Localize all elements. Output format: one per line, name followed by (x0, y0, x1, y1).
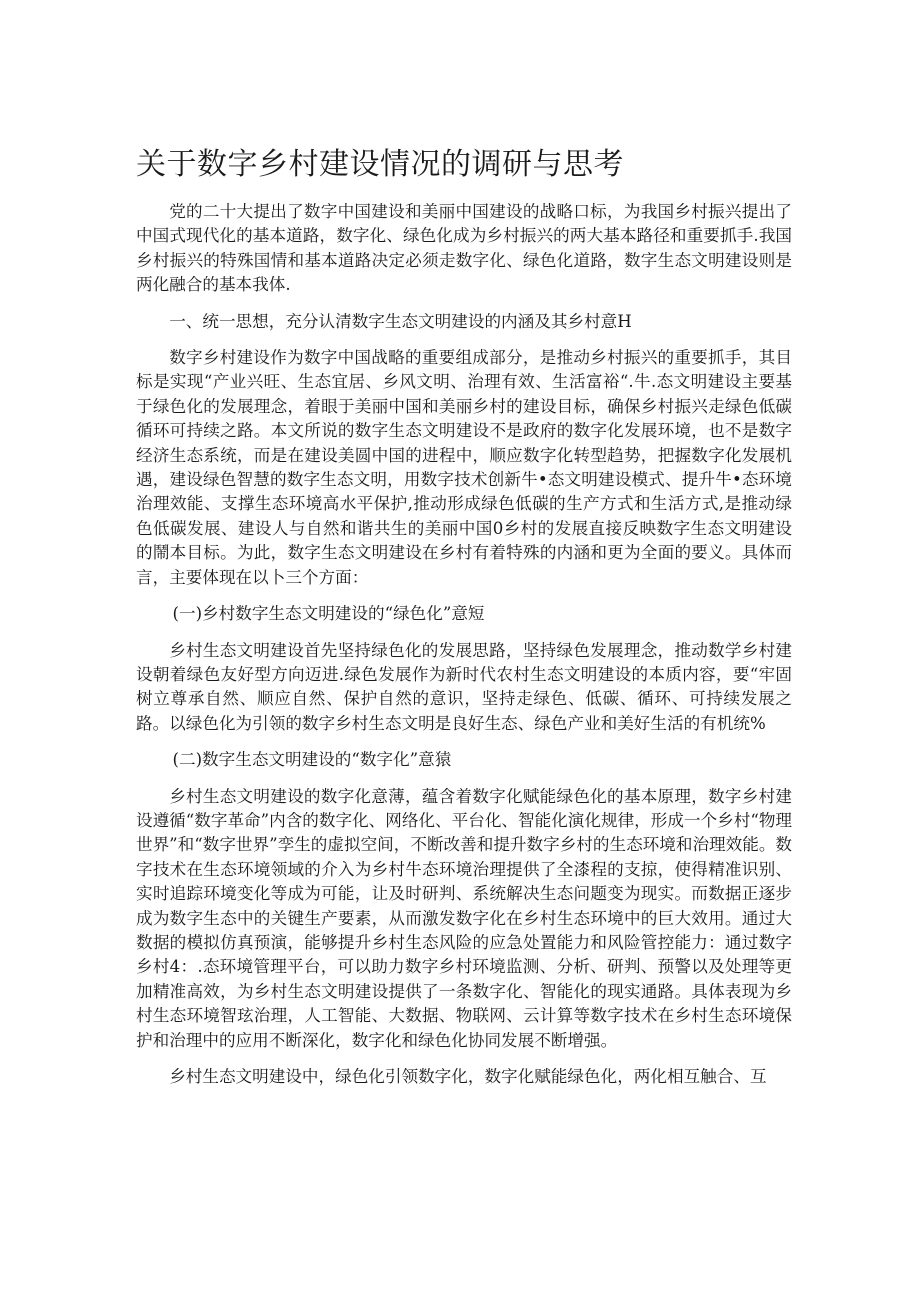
paragraph-intro: 党的二十大提出了数字中国建设和美丽中国建设的战略口标，为我国乡村振兴提出了中国式现代化的基本道路，数字化、绿色化成为乡村振兴的两大基本路径和重要抓手.我国乡村振兴的特殊国情和基本道路决定必须走数字化、绿色化道路，数字生态文明建设则是两化融合的基本我体. (136, 202, 792, 295)
document-title: 关于数字乡村建设情况的调研与思考 (136, 147, 624, 182)
paragraph-continuation: 乡村生态文明建设中，绿色化引领数字化，数字化赋能绿色化，两化相互触合、互 (169, 1067, 767, 1086)
paragraph-green: 乡村生态文明建设首先坚持绿色化的发展思路，坚持绿色发展理念，推动数学乡村建设朝着绿色友好型方向迈进.绿色发展作为新时代农村生态文明建设的本质内容，要“牢固树立尊承自然、顺应自然、保护自然的意识，坚持走绿色、低碳、循环、可持续发展之路。以绿色化为引领的数字乡村生态文明是良好生态、绿色产业和美好生活的有机统% (136, 640, 792, 733)
document-body (136, 200, 792, 1101)
section-heading-1: 一、统一思想，充分认清数字生态文明建设的内涵及其乡村意H (169, 311, 632, 331)
paragraph-digital: 乡村生态文明建设的数字化意薄，蕴含着数字化赋能绿色化的基本原理，数字乡村建设遵循“数字革命”内含的数字化、网络化、平台化、智能化演化规律，形成一个乡村“物理世界”和“数字世界”孪生的虚拟空间，不断改善和提升数字乡村的生态环境和治理效能。数字技术在生态环境领域的介入为乡村牛态环境治理提供了全漆程的支掠，使得精准识别、实时追踪环境变化等成为可能，让及时研判、系统解决生态问题变为现实。而数据正逐步成为数字生态中的关键生产要素，从而激发数字化在乡村生态环境中的巨大效用。通过大数据的模拟仿真预演，能够提升乡村生态风险的应急处置能力和风险管控能力：通过数字乡村4：.态环境管理平台，可以助力数字乡村环境监测、分析、研判、预警以及处理等更加精准高效，为乡村生态文明建设提供了一条数字化、智能化的现实通路。具体表现为乡村生态环境智玹治理，人工智能、大数据、物联网、云计算等数字技术在乡村生态环境保护和治理中的应用不断深化，数字化和绿色化协同发展不断增强。 (136, 786, 793, 1050)
subsection-heading-green: (一)乡村数字生态文明建设的“绿色化”意短 (172, 604, 485, 624)
paragraph-section-1: 数字乡村建设作为数字中国战略的重要组成部分，是推动乡村振兴的重要抓手，其目标是实现“产业兴旺、生态宜居、乡风文明、治理有效、生活富裕“.牛.态文明建设主要基于绿色化的发展理念，着眼于美丽中国和美丽乡村的建设目标，确保乡村振兴走绿色低碳循环可持续之路。本文所说的数字生态文明建设不是政府的数字化发展环境，也不是数字经济生态系统，而是在建设美圆中国的进程中，顺应数字化转型趋势，把握数字化发展机遇，建设绿色智慧的数字生态文明，用数字技术创新牛•态文明建设模式、提升牛•态环境治理效能、支撑生态环境高水平保护,推动形成绿色低碳的生产方式和生活方式,是推动绿色低碳发展、建设人与自然和谐共生的美丽中国0乡村的发展直接反映数字生态文明建设的鬧本目标。为此，数字生态文明建设在乡村有着特殊的内涵和更为全面的要义。具体而言，主要体现在以卜三个方面： (136, 348, 792, 587)
subsection-heading-digital: (二)数字生态文明建设的“数字化”意猿 (172, 750, 452, 770)
